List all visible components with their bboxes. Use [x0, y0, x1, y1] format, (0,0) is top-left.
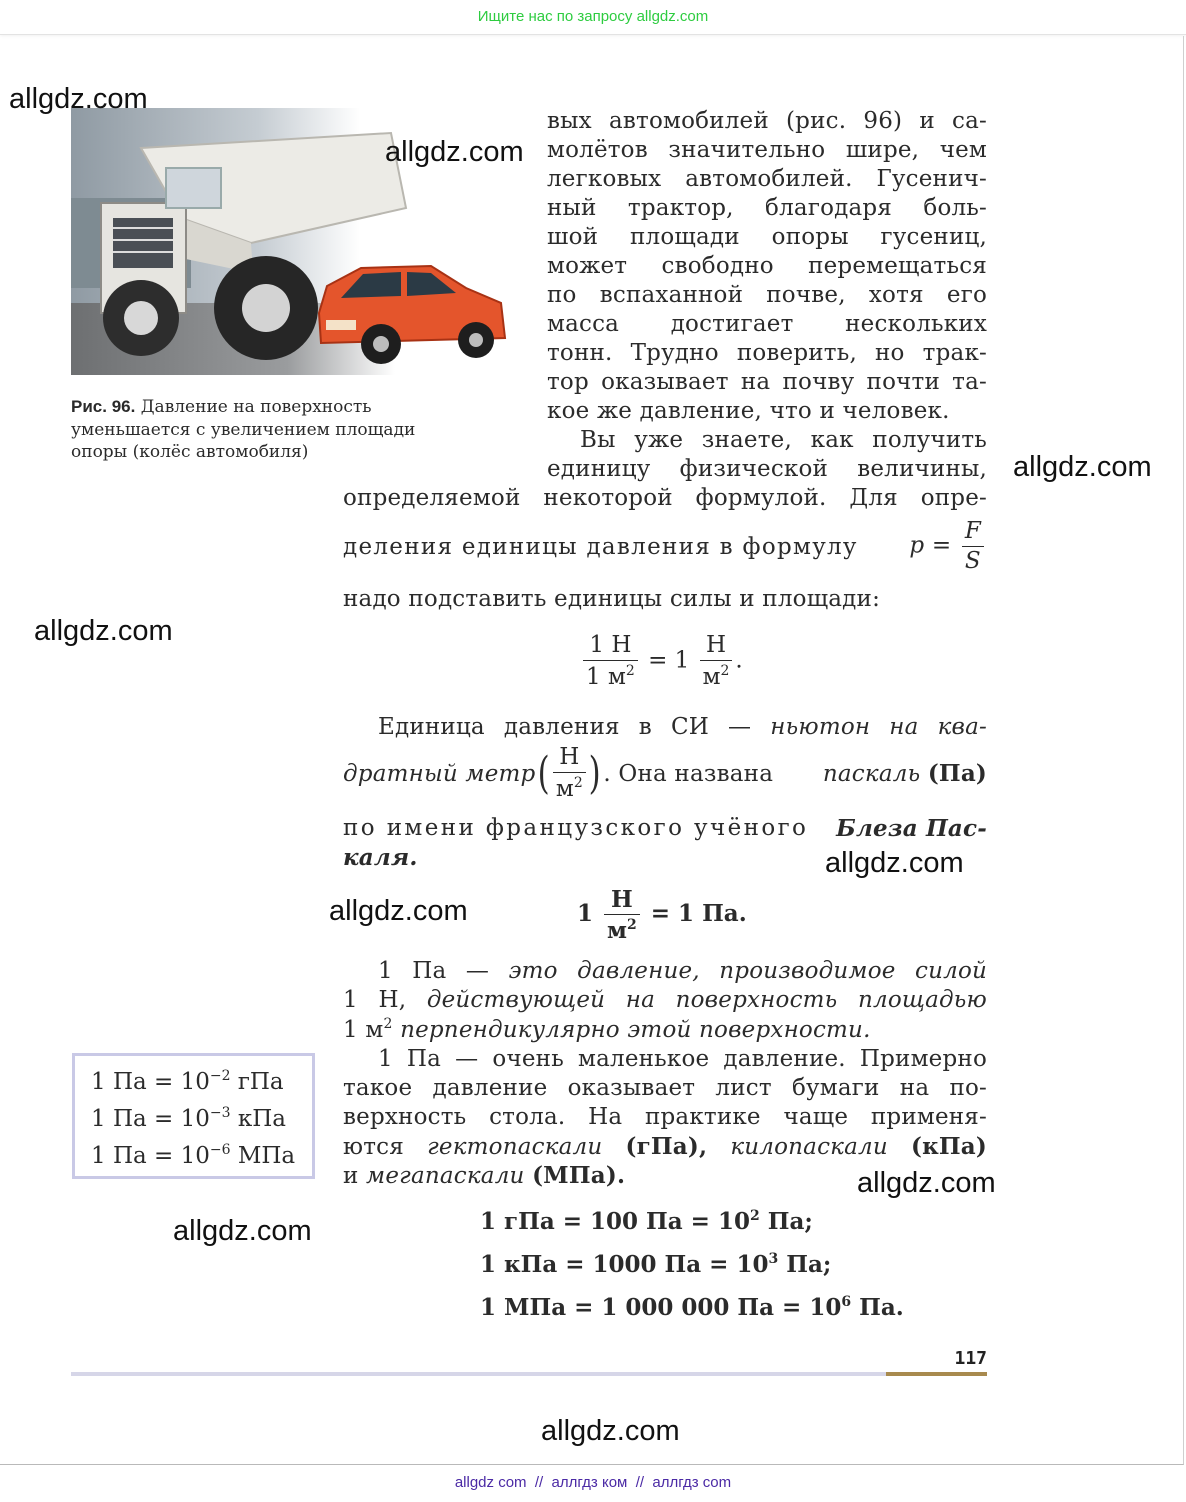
equation-newton-per-square-meter: [580, 634, 743, 689]
eq1-numerator: 1 Н: [583, 634, 638, 661]
box-exponent: −2: [209, 1068, 231, 1084]
text-line: [343, 1016, 871, 1043]
text-line: такое давление оказывает лист бумаги на по-: [343, 1075, 987, 1101]
formula-p: p: [909, 532, 925, 559]
bottom-links-text[interactable]: allgdz com // аллгдз ком // аллгдз com: [454, 1474, 732, 1491]
text-line: [343, 1162, 625, 1189]
conversion-line: [480, 1251, 831, 1278]
formula-line: [343, 520, 987, 573]
figure-caption: [71, 396, 471, 464]
watermark: allgdz.com: [1013, 451, 1152, 483]
text-span-italic: паскаль: [822, 761, 921, 787]
conversion-text: 1 кПа = 1000 Па = 10: [480, 1251, 769, 1278]
watermark: allgdz.com: [34, 615, 173, 647]
text-span-bold: (гПа),: [625, 1133, 708, 1160]
text-span-italic: это давление, производимое силой: [508, 958, 988, 984]
conversion-line: [480, 1208, 813, 1235]
eq1-middle: = 1: [648, 647, 690, 674]
text-line: может свободно перемещаться: [547, 253, 987, 279]
period: .: [735, 647, 743, 674]
eq1-numerator-2: Н: [700, 634, 733, 661]
box-unit: кПа: [237, 1106, 286, 1132]
superscript: 2: [720, 663, 730, 679]
figure-label: Рис. 96.: [71, 397, 136, 416]
watermark: allgdz.com: [9, 83, 148, 115]
page-rule: [71, 1372, 886, 1376]
eq2-denominator: м: [607, 917, 628, 944]
superscript: 2: [627, 917, 637, 933]
text-line: [343, 987, 987, 1013]
conversion-text: 1 МПа = 1 000 000 Па = 10: [480, 1294, 842, 1321]
text-line: [343, 1133, 987, 1160]
box-unit: гПа: [237, 1069, 284, 1095]
text-line: каля.: [343, 844, 418, 871]
page-number: 117: [954, 1348, 987, 1369]
text-span-italic: дратный метр: [343, 760, 536, 787]
text-line: ный трактор, благодаря боль-: [547, 195, 987, 221]
watermark: allgdz.com: [857, 1167, 996, 1199]
conversion-line: [480, 1294, 904, 1321]
text-span-italic: действующей на поверхность площадью: [426, 987, 987, 1013]
watermark: allgdz.com: [329, 895, 468, 927]
text-span-italic: ньютон на ква-: [770, 714, 987, 740]
text-span-bold-italic: Блеза Пас-: [836, 815, 987, 842]
page-rule-accent: [886, 1372, 987, 1376]
text-span: . Она названа: [603, 760, 774, 787]
search-hint-text[interactable]: Ищите нас по запросу allgdz.com: [477, 8, 709, 25]
text-span-italic: килопаскали: [730, 1134, 888, 1160]
conversion-unit: Па;: [786, 1251, 832, 1278]
box-text: 1 Па = 10: [91, 1143, 210, 1169]
text-line: [378, 958, 987, 984]
text-line: масса достигает нескольких: [547, 311, 987, 337]
superscript: 2: [573, 775, 584, 791]
text-line: тор оказывает на почву почти та-: [547, 369, 987, 395]
text-line: 1 Па — очень маленькое давление. Примерно: [378, 1046, 987, 1072]
box-exponent: −3: [209, 1105, 231, 1121]
text-line: дратный метр ( $\frac{Н}{м^2}$ ) . Она названа паскаль (Па): [343, 744, 987, 802]
text-line: вых автомобилей (рис. 96) и са-: [547, 108, 987, 134]
formula-F: F: [962, 520, 984, 547]
text-span: ются: [343, 1134, 404, 1160]
text-line: определяемой некоторой формулой. Для опре-: [343, 485, 987, 511]
text-span-bold: (Па): [927, 760, 987, 787]
text-line: молётов значительно шире, чем: [547, 137, 987, 163]
text-span: по имени французского учёного: [343, 815, 809, 841]
figure-caption-text: Давление на поверхность уменьшается с увеличением площади опоры (колёс автомобиля): [71, 397, 416, 462]
text-line: легковых автомобилей. Гусенич-: [547, 166, 987, 192]
superscript: 2: [383, 1016, 393, 1032]
box-row: [91, 1105, 286, 1132]
bottom-links-bar[interactable]: [0, 1466, 1186, 1502]
text-span: 1 Па —: [378, 958, 490, 984]
watermark: allgdz.com: [173, 1215, 312, 1247]
box-exponent: −6: [209, 1142, 231, 1158]
formula-eq: =: [931, 532, 952, 559]
text-line: [343, 815, 987, 842]
text-line: надо подставить единицы силы и площади:: [343, 586, 881, 612]
text-line: тонн. Трудно поверить, но трак-: [547, 340, 987, 366]
text-line: верхность стола. На практике чаще применя-: [343, 1104, 987, 1130]
box-row: [91, 1068, 284, 1095]
equation-pascal: [577, 888, 747, 942]
text-line: шой площади опоры гусениц,: [547, 224, 987, 250]
frac-denominator: м: [555, 776, 574, 802]
text-line: [378, 714, 987, 740]
conversion-exponent: 2: [749, 1208, 760, 1224]
conversion-unit: Па;: [767, 1208, 813, 1235]
formula-S: S: [964, 548, 981, 574]
unit-conversion-box: [72, 1053, 315, 1179]
text-span: Единица давления в СИ —: [378, 714, 752, 740]
text-line: единицу физической величины,: [547, 456, 987, 482]
conversion-exponent: 6: [841, 1294, 852, 1310]
text-span-bold: (МПа).: [532, 1162, 626, 1189]
text-span-italic: перпендикулярно этой поверхности.: [400, 1017, 871, 1043]
conversion-unit: Па.: [859, 1294, 904, 1321]
eq2-result: = 1 Па.: [650, 900, 747, 927]
watermark: allgdz.com: [385, 136, 524, 168]
text-span-italic: мегапаскали: [366, 1163, 525, 1189]
eq1-denominator-2: м: [702, 664, 721, 690]
watermark: allgdz.com: [825, 847, 964, 879]
conversion-exponent: 3: [768, 1251, 779, 1267]
box-row: [91, 1142, 295, 1169]
box-text: 1 Па = 10: [91, 1069, 210, 1095]
text-span-italic: гектопаскали: [427, 1134, 603, 1160]
frac-numerator: Н: [553, 746, 586, 773]
text-span-bold: (кПа): [911, 1133, 987, 1160]
text-line: деления единицы давления в формулу: [343, 533, 858, 560]
superscript: 2: [625, 663, 635, 679]
text-line: по вспаханной почве, хотя его: [547, 282, 987, 308]
text-line: Вы уже знаете, как получить: [580, 427, 987, 453]
box-unit: МПа: [237, 1143, 296, 1169]
text-span: 1 Н,: [343, 987, 407, 1013]
eq2-numerator: Н: [604, 888, 640, 915]
text-span: 1 м: [343, 1017, 384, 1043]
eq1-denominator: 1 м: [586, 664, 626, 690]
watermark: allgdz.com: [541, 1415, 680, 1447]
box-text: 1 Па = 10: [91, 1106, 210, 1132]
top-search-banner[interactable]: [0, 0, 1186, 35]
text-span: и: [343, 1163, 359, 1189]
eq2-one: 1: [577, 900, 594, 927]
text-line: кое же давление, что и человек.: [547, 398, 950, 424]
conversion-text: 1 гПа = 100 Па = 10: [480, 1208, 750, 1235]
